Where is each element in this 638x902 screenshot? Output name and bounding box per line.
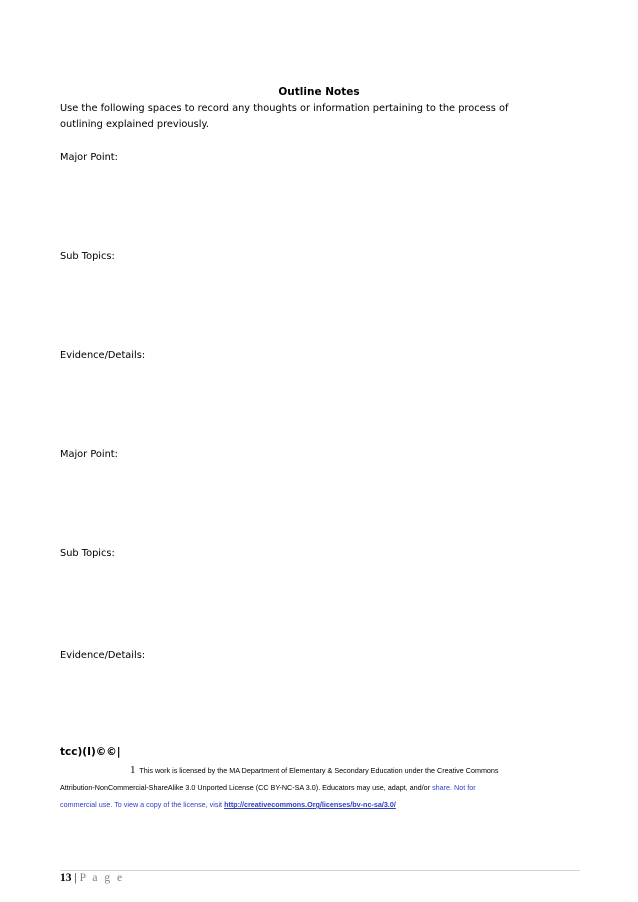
- license-badge-text: tcc)(I)©©|: [60, 746, 121, 758]
- page-number: 13: [60, 872, 72, 884]
- section-label-sub-topics-2: Sub Topics:: [60, 548, 115, 559]
- page-title: Outline Notes: [278, 86, 360, 98]
- section-label-major-point-1: Major Point:: [60, 152, 118, 163]
- license-line-3: commercial use. To view a copy of the license, visit: [60, 800, 223, 809]
- page-footer: [60, 872, 124, 884]
- license-text: [60, 762, 560, 813]
- section-label-major-point-2: Major Point:: [60, 449, 118, 460]
- license-line-2: Attribution-NonCommercial-ShareAlike 3.0 Unported License (CC BY-NC-SA 3.0). Educators may use, adapt, and/or: [60, 783, 431, 792]
- section-label-evidence-details-2: Evidence/Details:: [60, 650, 146, 661]
- license-url-link[interactable]: http://creativecommons.Org/licenses/bv-nc-sa/3.0/: [224, 800, 396, 809]
- footnote-marker: 1: [130, 764, 136, 776]
- intro-paragraph: Use the following spaces to record any thoughts or information pertaining to the process of outlining explained previously.: [60, 103, 509, 130]
- license-line-1: This work is licensed by the MA Department of Elementary & Secondary Education under the Creative Commons: [139, 766, 499, 775]
- page-separator: |: [74, 872, 77, 884]
- license-share-text: share. Not for: [432, 783, 476, 792]
- section-label-sub-topics-1: Sub Topics:: [60, 251, 115, 262]
- page-word: P a g e: [79, 872, 125, 884]
- footer-divider: [60, 870, 580, 871]
- section-label-evidence-details-1: Evidence/Details:: [60, 350, 146, 361]
